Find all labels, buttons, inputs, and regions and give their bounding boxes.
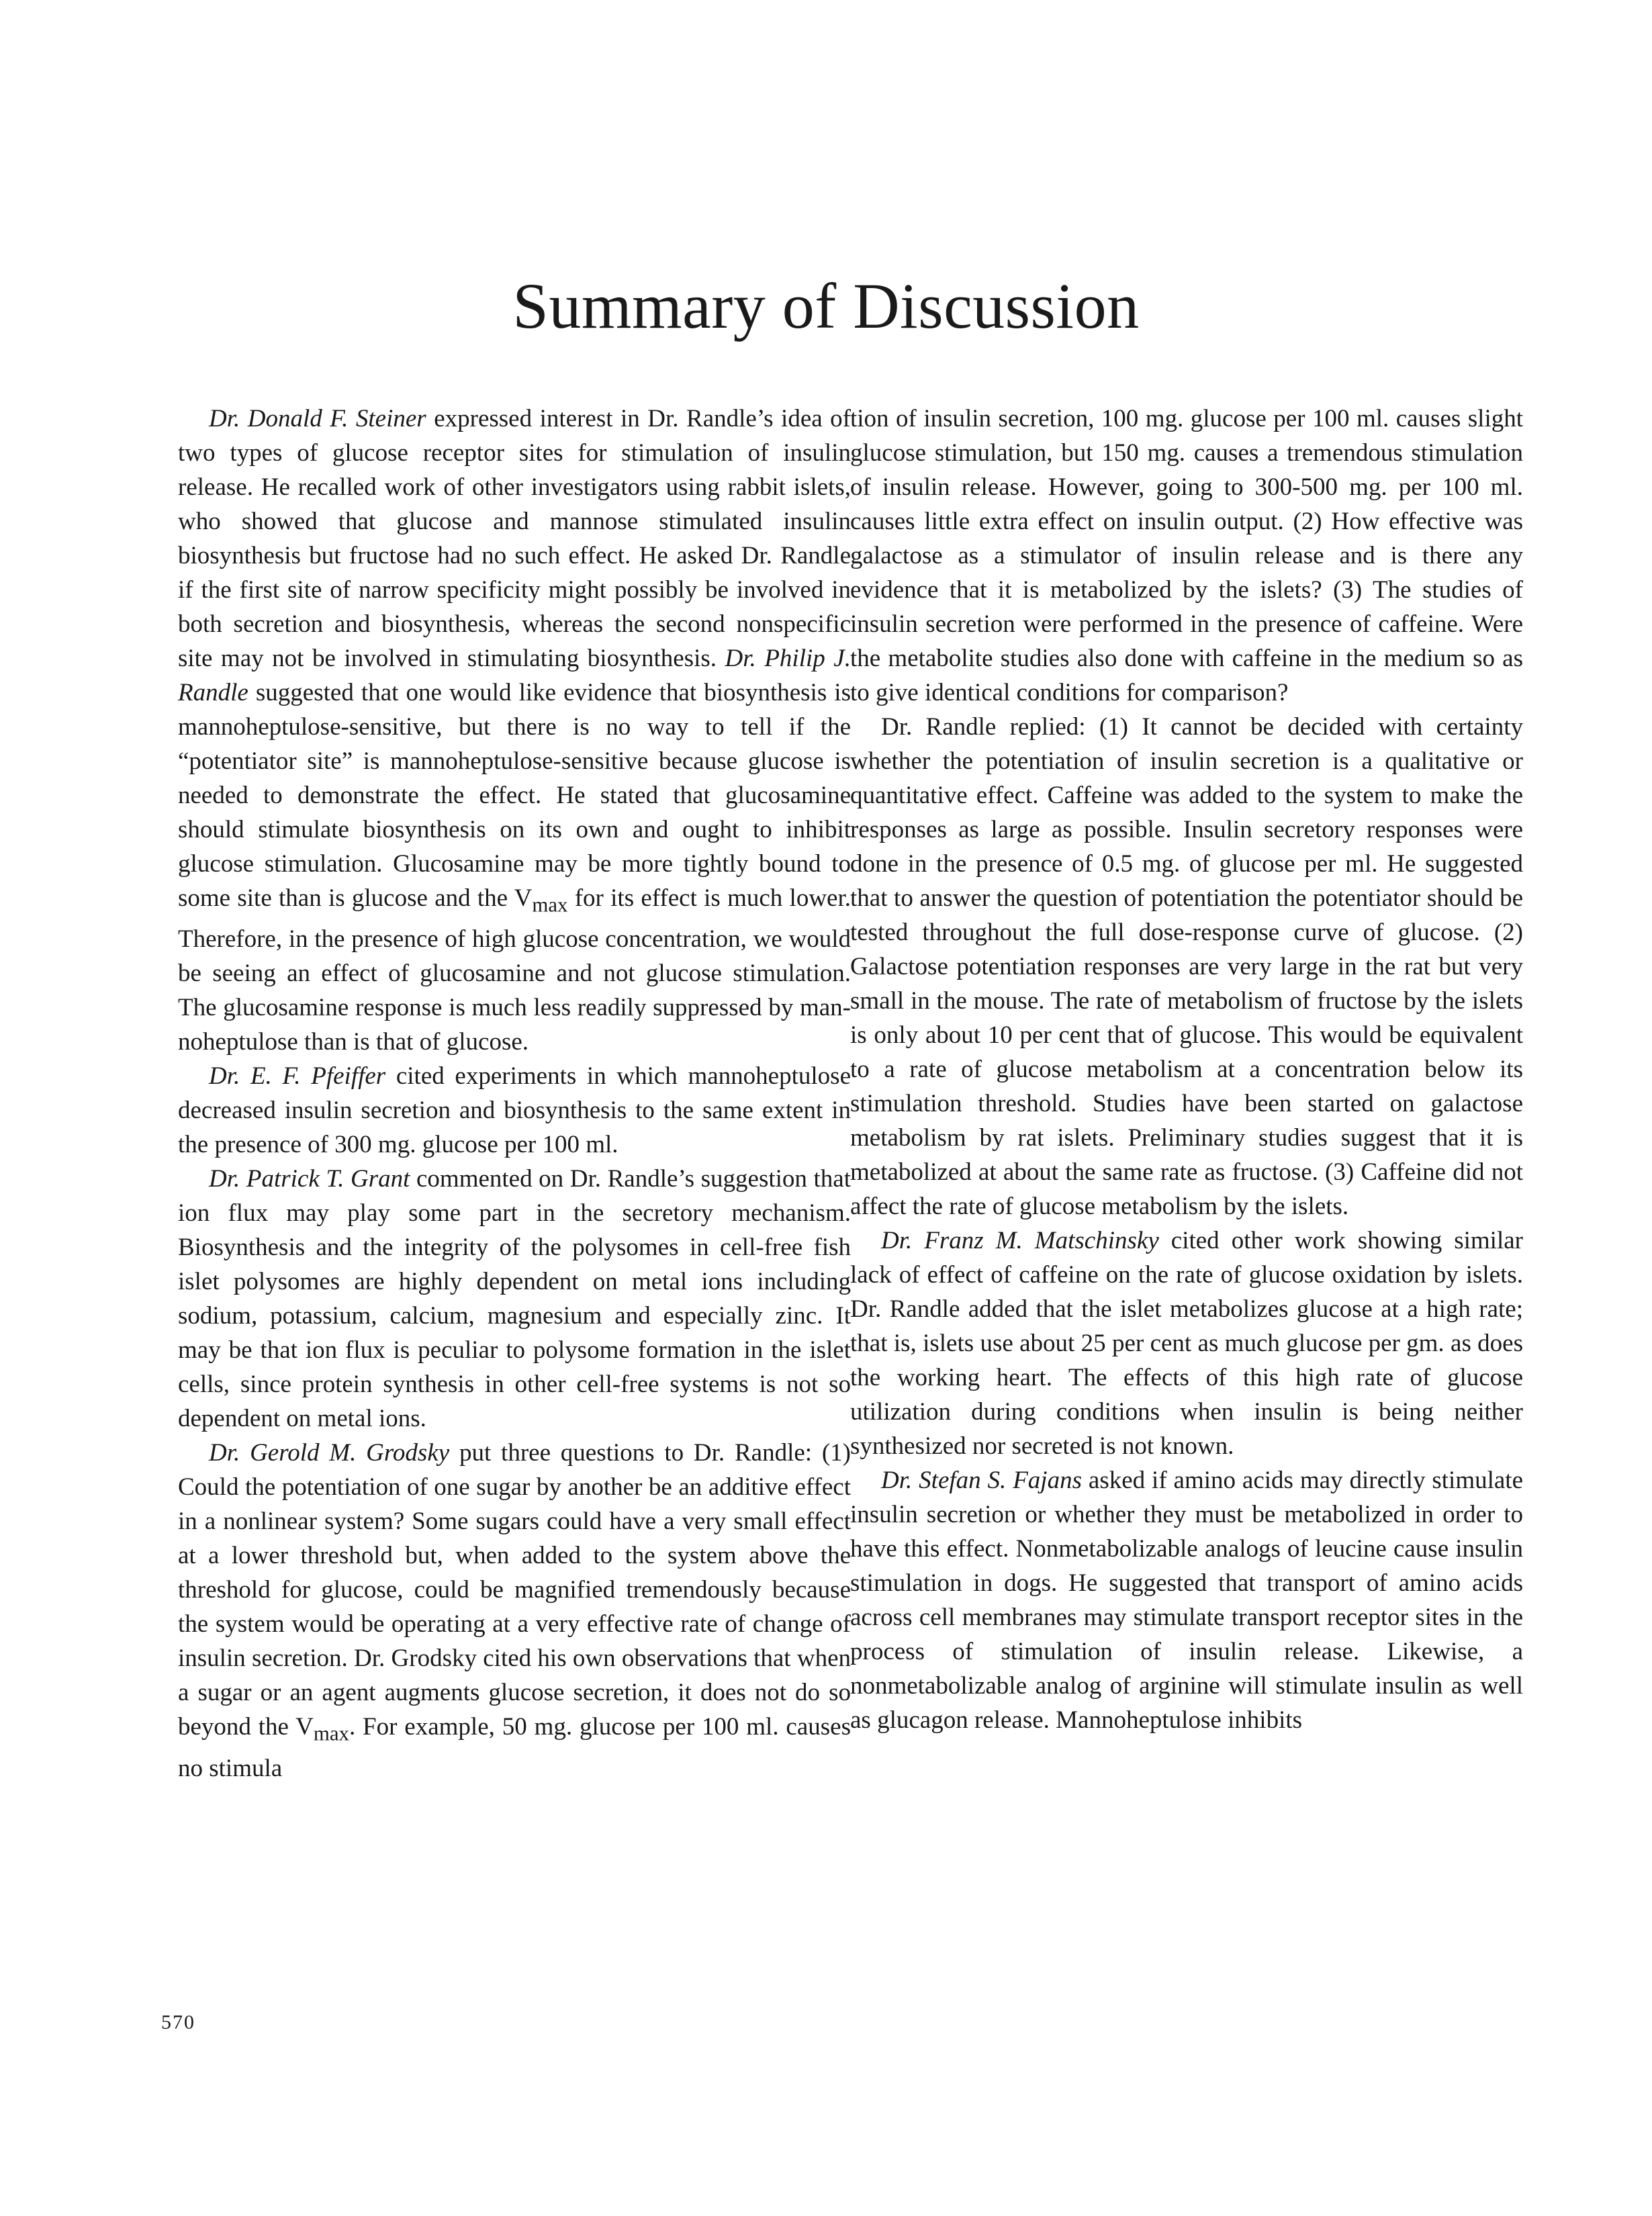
speaker-name: Dr. E. F. Pfeiffer bbox=[209, 1062, 386, 1091]
paragraph-grant bbox=[178, 1162, 851, 1436]
speaker-name: Dr. Stefan S. Fajans bbox=[881, 1467, 1082, 1494]
speaker-name: Dr. Philip J. Randle bbox=[178, 645, 851, 706]
right-column bbox=[850, 402, 1523, 1737]
speaker-name: Dr. Patrick T. Grant bbox=[209, 1165, 410, 1193]
paragraph-text: cited experiments in which mannoheptulose decreased insulin secretion and biosynthesis to the same extent in the presence of 300 mg. glucose per 100 ml. bbox=[178, 1062, 851, 1159]
paragraph-randle-reply bbox=[850, 710, 1523, 1224]
paragraph-text: put three questions to Dr. Randle: (1) Could the potentiation of one sugar by another be an additive effect in a nonlinear system? Some sugars could have a very small effect at a lower threshold but, when added to the system above the threshold for glucose, could be magnified tremendously because the system would be operating at a very effective rate of change of insulin secretion. Dr. Grodsky cited his own observations that when a sugar or an agent augments glucose secretion, it does not do so beyond the V bbox=[178, 1439, 851, 1741]
speaker-name: Dr. Gerold M. Grodsky bbox=[209, 1439, 450, 1467]
speaker-name: Dr. Donald F. Steiner bbox=[209, 405, 426, 432]
page-title: Summary of Discussion bbox=[512, 270, 1140, 342]
paragraph-text: Dr. Randle replied: (1) It cannot be decided with certainty whether the potentiation of insulin secretion is a qualitative or quantitative effect. Caffeine was added to the system to make the responses as large as possible. Insulin secretory responses were done in the presence of 0.5 mg. of glucose per ml. He suggested that to answer the question of potentiation the potentiator should be tested throughout the full dose-response curve of glucose. (2) Galactose potentiation responses are very large in the rat but very small in the mouse. The rate of metabolism of fructose by the islets is only about 10 per cent that of glucose. This would be equivalent to a rate of glucose metabolism at a concentration below its stimulation threshold. Studies have been started on galactose metabolism by rat islets. Preliminary studies suggest that it is metabolized at about the same rate as fructose. (3) Caffeine did not affect the rate of glucose metabolism by the islets. bbox=[850, 713, 1523, 1220]
paragraph-grodsky bbox=[178, 1436, 851, 1785]
paragraph-text: asked if amino acids may directly stimulate insulin secretion or whether they must be metabolized in order to have this effect. Nonmetabolizable analogs of leucine cause insulin stimulation in dogs. He suggested that transport of amino acids across cell membranes may stimulate transport receptor sites in the process of stimulation of insulin release. Likewise, a nonmetabolizable analog of arginine will stimulate insulin as well as glucagon release. Mannoheptulose inhibits bbox=[850, 1467, 1524, 1734]
paragraph-fajans bbox=[850, 1463, 1523, 1737]
paragraph-text: commented on Dr. Randle’s suggestion that ion flux may play some part in the secretory mechanism. Biosynthesis and the integrity of the polysomes in cell-free fish islet polysomes are highly dependent on metal ions including sodium, potassium, calcium, magnesium and especially zinc. It may be that ion flux is peculiar to polysome formation in the islet cells, since protein synthesis in other cell-free systems is not so dependent on metal ions. bbox=[178, 1165, 851, 1433]
paragraph-text: for its effect is much lower. Therefore, in the presence of high glucose concentration, we would be seeing an effect of glucosamine and not glucose stimulation. The glucosamine response is much less readily suppressed by mannoheptulose than is that of glucose. bbox=[178, 884, 851, 1056]
paragraph-grodsky-continued bbox=[850, 402, 1523, 710]
left-column bbox=[178, 402, 851, 1786]
subscript-max: max bbox=[313, 1722, 349, 1745]
paragraph-text: expressed interest in Dr. Randle’s idea of two types of glucose receptor sites for stimulation of insulin release. He recalled work of other investigators using rabbit islets, who showed that glucose and mannose stimulated insulin biosynthesis but fructose had no such effect. He asked Dr. Randle if the first site of narrow specificity might possibly be involved in both secretion and biosynthesis, whereas the second nonspecific site may not be involved in stimulating biosynthesis. bbox=[178, 405, 852, 672]
subscript-max: max bbox=[532, 893, 568, 917]
paragraph-text: suggested that one would like evidence that biosynthesis is mannoheptulose-sensitive, but there is no way to tell if the “potentiator site” is mannoheptulose-sensitive because glucose is needed to demonstrate the effect. He stated that glucosamine should stimulate biosynthesis on its own and ought to inhibit glucose stimulation. Glucosamine may be more tightly bound to some site than is glucose and the V bbox=[178, 679, 851, 912]
paragraph-pfeiffer bbox=[178, 1059, 851, 1162]
page-number: 570 bbox=[161, 2011, 195, 2033]
paragraph-text: tion of insulin secretion, 100 mg. glucose per 100 ml. causes slight glucose stimulation, but 150 mg. causes a tremendous stimulation of insulin release. However, going to 300-500 mg. per 100 ml. causes little extra effect on insulin output. (2) How effective was galactose as a stimulator of insulin release and is there any evidence that it is metabolized by the islets? (3) The studies of insulin secretion were performed in the presence of caffeine. Were the metabolite studies also done with caffeine in the medium so as to give identical conditions for comparison? bbox=[850, 405, 1523, 706]
speaker-name: Dr. Franz M. Matschinsky bbox=[881, 1227, 1159, 1254]
paragraph-text: cited other work showing similar lack of effect of caffeine on the rate of glucose oxidation by islets. Dr. Randle added that the islet metabolizes glucose at a high rate; that is, islets use about 25 per cent as much glucose per gm. as does the working heart. The effects of this high rate of glucose utilization during conditions when insulin is being neither synthesized nor secreted is not known. bbox=[850, 1227, 1523, 1460]
paragraph-text: . For example, 50 mg. glucose per 100 ml. causes no stimula bbox=[178, 1713, 851, 1782]
paragraph-matschinsky bbox=[850, 1224, 1523, 1463]
paragraph-steiner bbox=[178, 402, 851, 1059]
